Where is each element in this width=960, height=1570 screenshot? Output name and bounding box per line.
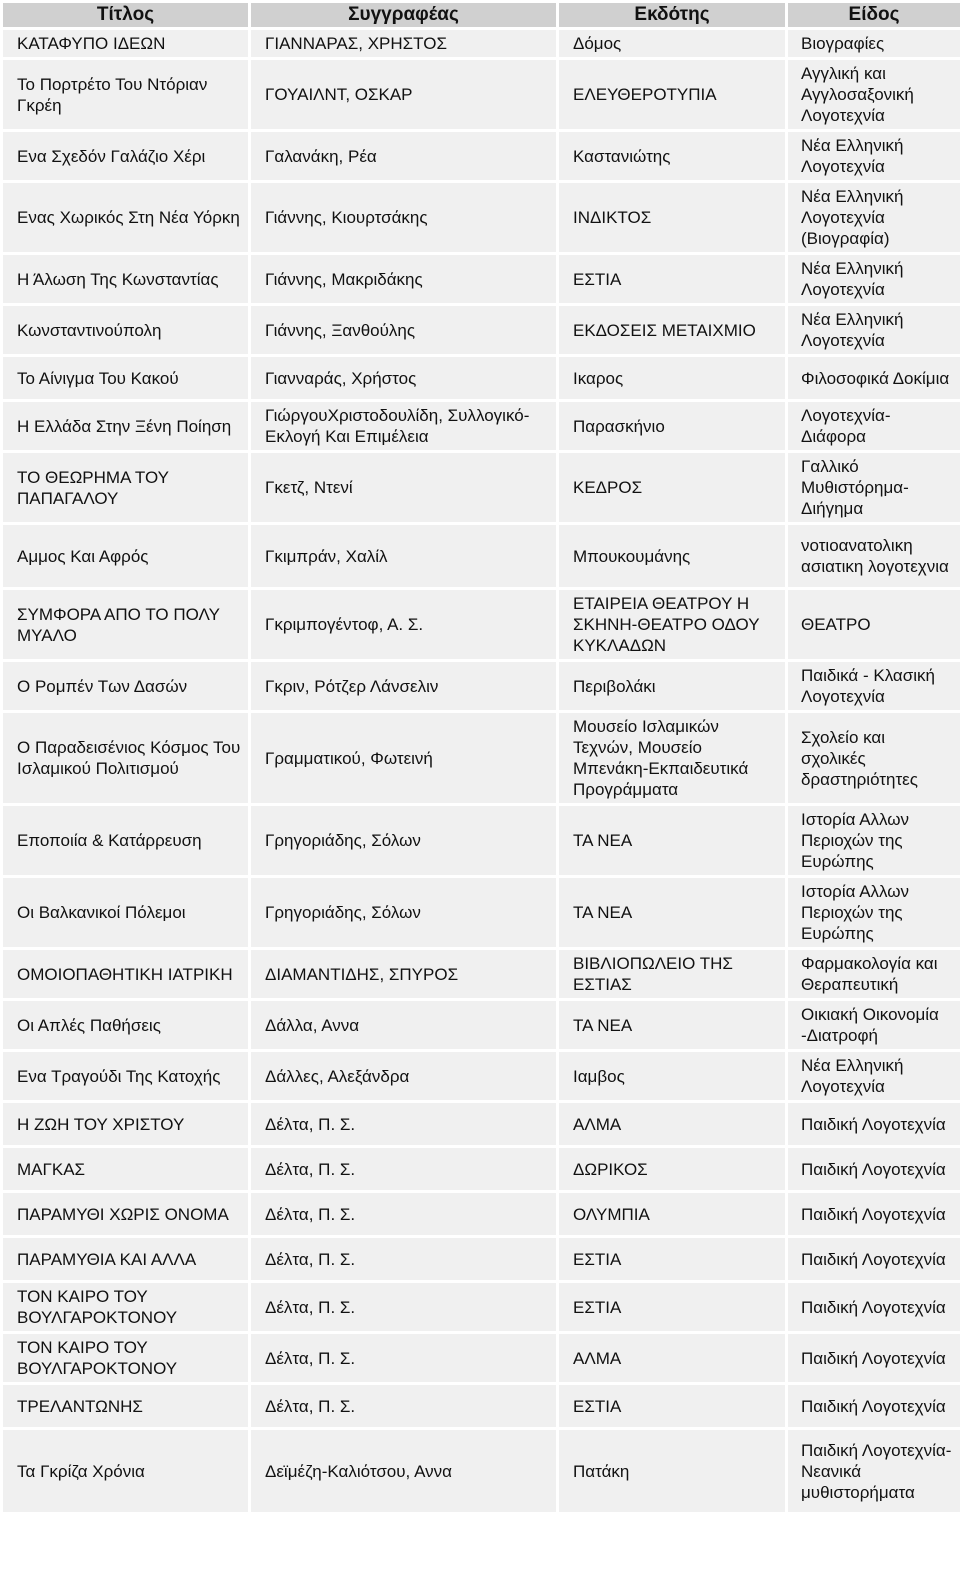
- table-row[interactable]: [3, 255, 960, 303]
- cell-publisher: Περιβολάκι: [559, 662, 785, 710]
- cell-title: Οι Βαλκανικοί Πόλεμοι: [3, 878, 248, 947]
- cell-publisher: ΕΣΤΙΑ: [559, 255, 785, 303]
- table-header: [3, 3, 960, 27]
- cell-publisher: ΑΛΜΑ: [559, 1334, 785, 1382]
- table-row[interactable]: [3, 1148, 960, 1190]
- table-row[interactable]: [3, 662, 960, 710]
- cell-title: Ενας Χωρικός Στη Νέα Υόρκη: [3, 183, 248, 252]
- cell-publisher: ΕΣΤΙΑ: [559, 1385, 785, 1427]
- table-row[interactable]: [3, 306, 960, 354]
- cell-title: ΟΜΟΙΟΠΑΘΗΤΙΚΗ ΙΑΤΡΙΚΗ: [3, 950, 248, 998]
- cell-title: ΜΑΓΚΑΣ: [3, 1148, 248, 1190]
- cell-publisher: ΤΑ ΝΕΑ: [559, 1001, 785, 1049]
- cell-title: Η Ελλάδα Στην Ξένη Ποίηση: [3, 402, 248, 450]
- cell-genre: Παιδική Λογοτεχνία: [788, 1334, 960, 1382]
- cell-publisher: ΔΩΡΙΚΟΣ: [559, 1148, 785, 1190]
- table-row[interactable]: [3, 1193, 960, 1235]
- cell-genre: Φιλοσοφικά Δοκίμια: [788, 357, 960, 399]
- cell-genre: Παιδική Λογοτεχνία: [788, 1193, 960, 1235]
- cell-genre: Αγγλική και Αγγλοσαξονική Λογοτεχνία: [788, 60, 960, 129]
- cell-author: Γκετζ, Ντενί: [251, 453, 556, 522]
- cell-publisher: ΕΤΑΙΡΕΙΑ ΘΕΑΤΡΟΥ Η ΣΚΗΝΗ-ΘΕΑΤΡΟ ΟΔΟΥ ΚΥΚΛΑΔΩΝ: [559, 590, 785, 659]
- cell-title: Ενα Σχεδόν Γαλάζιο Χέρι: [3, 132, 248, 180]
- cell-title: Οι Απλές Παθήσεις: [3, 1001, 248, 1049]
- cell-publisher: Παρασκήνιο: [559, 402, 785, 450]
- cell-publisher: ΙΝΔΙΚΤΟΣ: [559, 183, 785, 252]
- cell-genre: Παιδική Λογοτεχνία: [788, 1283, 960, 1331]
- cell-genre: ΘΕΑΤΡΟ: [788, 590, 960, 659]
- cell-author: Δεϊμέζη-Καλιότσου, Αννα: [251, 1430, 556, 1512]
- cell-publisher: ΒΙΒΛΙΟΠΩΛΕΙΟ ΤΗΣ ΕΣΤΙΑΣ: [559, 950, 785, 998]
- cell-title: Ο Ρομπέν Των Δασών: [3, 662, 248, 710]
- table-row[interactable]: [3, 402, 960, 450]
- cell-publisher: Μπουκουμάνης: [559, 525, 785, 587]
- cell-genre: Νέα Ελληνική Λογοτεχνία: [788, 255, 960, 303]
- cell-title: Το Αίνιγμα Του Κακού: [3, 357, 248, 399]
- cell-author: Γιάννης, Μακριδάκης: [251, 255, 556, 303]
- table-row[interactable]: [3, 1283, 960, 1331]
- cell-title: Αμμος Και Αφρός: [3, 525, 248, 587]
- cell-author: Γραμματικού, Φωτεινή: [251, 713, 556, 803]
- table-row[interactable]: [3, 713, 960, 803]
- table-row[interactable]: [3, 1334, 960, 1382]
- table-row[interactable]: [3, 132, 960, 180]
- cell-genre: Οικιακή Οικονομία -Διατροφή: [788, 1001, 960, 1049]
- cell-publisher: ΕΣΤΙΑ: [559, 1283, 785, 1331]
- cell-title: Κωνσταντινούπολη: [3, 306, 248, 354]
- cell-title: ΤΟΝ ΚΑΙΡΟ ΤΟΥ ΒΟΥΛΓΑΡΟΚΤΟΝΟΥ: [3, 1283, 248, 1331]
- cell-genre: Νέα Ελληνική Λογοτεχνία (Βιογραφία): [788, 183, 960, 252]
- cell-title: Τα Γκρίζα Χρόνια: [3, 1430, 248, 1512]
- cell-author: ΓΟΥΑΙΛΝΤ, ΟΣΚΑΡ: [251, 60, 556, 129]
- cell-title: Ενα Τραγούδι Της Κατοχής: [3, 1052, 248, 1100]
- cell-title: ΣΥΜΦΟΡΑ ΑΠΟ ΤΟ ΠΟΛΥ ΜΥΑΛΟ: [3, 590, 248, 659]
- table-row[interactable]: [3, 30, 960, 57]
- cell-author: Δάλλες, Αλεξάνδρα: [251, 1052, 556, 1100]
- cell-author: Δέλτα, Π. Σ.: [251, 1238, 556, 1280]
- cell-author: Δέλτα, Π. Σ.: [251, 1385, 556, 1427]
- table-row[interactable]: [3, 590, 960, 659]
- cell-title: Το Πορτρέτο Του Ντόριαν Γκρέη: [3, 60, 248, 129]
- cell-genre: Νέα Ελληνική Λογοτεχνία: [788, 306, 960, 354]
- cell-publisher: ΕΚΔΟΣΕΙΣ ΜΕΤΑΙΧΜΙΟ: [559, 306, 785, 354]
- header-row: [3, 3, 960, 27]
- cell-author: Γαλανάκη, Ρέα: [251, 132, 556, 180]
- cell-genre: Βιογραφίες: [788, 30, 960, 57]
- cell-genre: Παιδικά - Κλασική Λογοτεχνία: [788, 662, 960, 710]
- table-row[interactable]: [3, 1001, 960, 1049]
- cell-author: Γρηγοριάδης, Σόλων: [251, 878, 556, 947]
- table-row[interactable]: [3, 1385, 960, 1427]
- cell-publisher: ΑΛΜΑ: [559, 1103, 785, 1145]
- cell-publisher: Ικαρος: [559, 357, 785, 399]
- table-row[interactable]: [3, 1238, 960, 1280]
- cell-publisher: ΤΑ ΝΕΑ: [559, 878, 785, 947]
- cell-publisher: ΕΛΕΥΘΕΡΟΤΥΠΙΑ: [559, 60, 785, 129]
- cell-title: ΤΟ ΘΕΩΡΗΜΑ ΤΟΥ ΠΑΠΑΓΑΛΟΥ: [3, 453, 248, 522]
- cell-author: ΔΙΑΜΑΝΤΙΔΗΣ, ΣΠΥΡΟΣ: [251, 950, 556, 998]
- cell-author: Γρηγοριάδης, Σόλων: [251, 806, 556, 875]
- column-header-title[interactable]: Τίτλος: [3, 3, 248, 27]
- cell-title: ΠΑΡΑΜΥΘΙ ΧΩΡΙΣ ΟΝΟΜΑ: [3, 1193, 248, 1235]
- cell-publisher: Πατάκη: [559, 1430, 785, 1512]
- cell-genre: Νέα Ελληνική Λογοτεχνία: [788, 132, 960, 180]
- table-row[interactable]: [3, 1430, 960, 1512]
- cell-publisher: ΚΕΔΡΟΣ: [559, 453, 785, 522]
- column-header-publisher[interactable]: Εκδότης: [559, 3, 785, 27]
- cell-genre: Ιστορία Αλλων Περιοχών της Ευρώπης: [788, 806, 960, 875]
- cell-title: Η ΖΩΗ ΤΟΥ ΧΡΙΣΤΟΥ: [3, 1103, 248, 1145]
- cell-publisher: Ιαμβος: [559, 1052, 785, 1100]
- cell-publisher: Δόμος: [559, 30, 785, 57]
- table-row[interactable]: [3, 1052, 960, 1100]
- cell-author: Γκριμπογέντοφ, Α. Σ.: [251, 590, 556, 659]
- cell-author: ΓΙΑΝΝΑΡΑΣ, ΧΡΗΣΤΟΣ: [251, 30, 556, 57]
- cell-title: ΠΑΡΑΜΥΘΙΑ ΚΑΙ ΑΛΛΑ: [3, 1238, 248, 1280]
- cell-author: Γιανναράς, Χρήστος: [251, 357, 556, 399]
- cell-genre: Παιδική Λογοτεχνία: [788, 1148, 960, 1190]
- cell-author: Γκιμπράν, Χαλίλ: [251, 525, 556, 587]
- cell-genre: Παιδική Λογοτεχνία: [788, 1385, 960, 1427]
- cell-author: Δέλτα, Π. Σ.: [251, 1193, 556, 1235]
- cell-genre: Παιδική Λογοτεχνία: [788, 1103, 960, 1145]
- cell-genre: Παιδική Λογοτεχνία-Νεανικά μυθιστορήματα: [788, 1430, 960, 1512]
- column-header-genre[interactable]: Είδος: [788, 3, 960, 27]
- cell-genre: Παιδική Λογοτεχνία: [788, 1238, 960, 1280]
- cell-publisher: ΕΣΤΙΑ: [559, 1238, 785, 1280]
- table-body: [3, 30, 960, 1512]
- cell-title: Εποποιία & Κατάρρευση: [3, 806, 248, 875]
- cell-author: Δέλτα, Π. Σ.: [251, 1103, 556, 1145]
- cell-genre: νοτιοανατολικη ασιατικη λογοτεχνια: [788, 525, 960, 587]
- table-row[interactable]: [3, 950, 960, 998]
- table-row[interactable]: [3, 525, 960, 587]
- cell-genre: Νέα Ελληνική Λογοτεχνία: [788, 1052, 960, 1100]
- table-row[interactable]: [3, 60, 960, 129]
- table-row[interactable]: [3, 878, 960, 947]
- cell-author: Δέλτα, Π. Σ.: [251, 1283, 556, 1331]
- cell-publisher: Μουσείο Ισλαμικών Τεχνών, Μουσείο Μπενάκη-Εκπαιδευτικά Προγράμματα: [559, 713, 785, 803]
- cell-author: Δέλτα, Π. Σ.: [251, 1148, 556, 1190]
- cell-title: Ο Παραδεισένιος Κόσμος Του Ισλαμικού Πολιτισμού: [3, 713, 248, 803]
- cell-genre: Σχολείο και σχολικές δραστηριότητες: [788, 713, 960, 803]
- cell-title: Η Άλωση Της Κωνσταντίας: [3, 255, 248, 303]
- column-header-author[interactable]: Συγγραφέας: [251, 3, 556, 27]
- table-row[interactable]: [3, 357, 960, 399]
- table-row[interactable]: [3, 453, 960, 522]
- cell-title: ΤΡΕΛΑΝΤΩΝΗΣ: [3, 1385, 248, 1427]
- cell-author: ΓιώργουΧριστοδουλίδη, Συλλογικό-Εκλογή Και Επιμέλεια: [251, 402, 556, 450]
- cell-genre: Ιστορία Αλλων Περιοχών της Ευρώπης: [788, 878, 960, 947]
- cell-genre: Λογοτεχνία-Διάφορα: [788, 402, 960, 450]
- cell-genre: Γαλλικό Μυθιστόρημα-Διήγημα: [788, 453, 960, 522]
- cell-author: Γιάννης, Κιουρτσάκης: [251, 183, 556, 252]
- cell-publisher: Καστανιώτης: [559, 132, 785, 180]
- cell-author: Γκριν, Ρότζερ Λάνσελιν: [251, 662, 556, 710]
- table-row[interactable]: [3, 183, 960, 252]
- cell-author: Δάλλα, Αννα: [251, 1001, 556, 1049]
- table-row[interactable]: [3, 1103, 960, 1145]
- table-row[interactable]: [3, 806, 960, 875]
- cell-title: ΚΑΤΑΦΥΠΟ ΙΔΕΩΝ: [3, 30, 248, 57]
- cell-author: Γιάννης, Ξανθούλης: [251, 306, 556, 354]
- cell-title: ΤΟΝ ΚΑΙΡΟ ΤΟΥ ΒΟΥΛΓΑΡΟΚΤΟΝΟΥ: [3, 1334, 248, 1382]
- cell-publisher: ΟΛΥΜΠΙΑ: [559, 1193, 785, 1235]
- cell-genre: Φαρμακολογία και Θεραπευτική: [788, 950, 960, 998]
- cell-author: Δέλτα, Π. Σ.: [251, 1334, 556, 1382]
- cell-publisher: ΤΑ ΝΕΑ: [559, 806, 785, 875]
